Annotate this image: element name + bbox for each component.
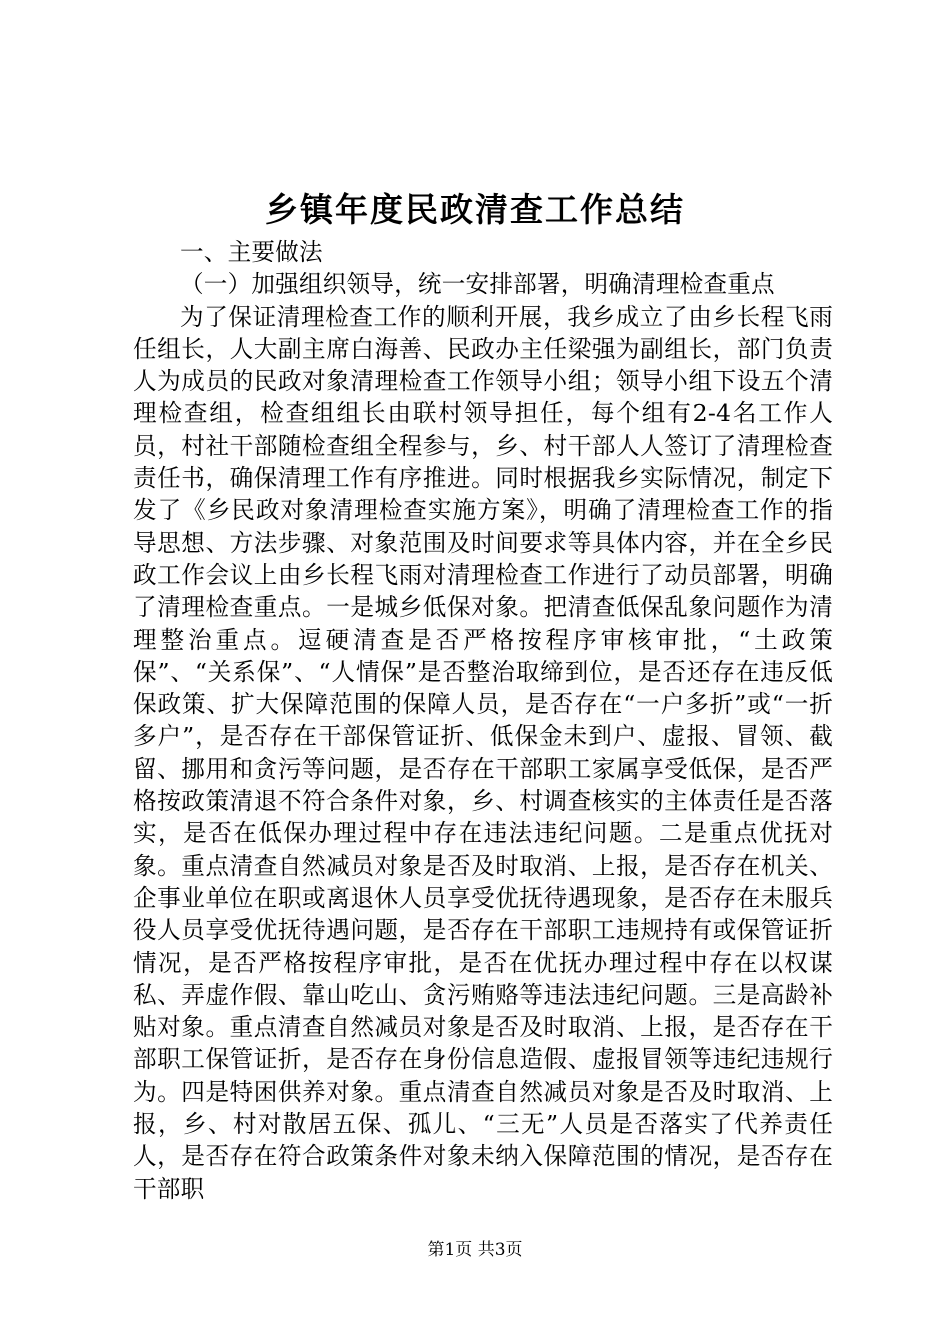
page-footer: 第1页 共3页 — [427, 1240, 523, 1260]
document-title: 乡镇年度民政清查工作总结 — [265, 190, 685, 229]
body-paragraph: 为了保证清理检查工作的顺利开展，我乡成立了由乡长程飞雨任组长，人大副主席白海善、民政办主任梁强为副组长，部门负责人为成员的民政对象清理检查工作领导小组；领导小组下设五个清理检查组，检查组组长由联村领导担任，每个组有2-4名工作人员，村社干部随检查组全程参与，乡、村干部人人签订了清理检查责任书，确保清理工作有序推进。同时根据我乡实际情况，制定下发了《乡民政对象清理检查实施方案》，明确了清理检查工作的指导思想、方法步骤、对象范围及时间要求等具体内容，并在全乡民政工作会议上由乡长程飞雨对清理检查工作进行了动员部署，明确了清理检查重点。一是城乡低保对象。把清查低保乱象问题作为清理整治重点。逗硬清查是否严格按程序审核审批，“土政策保”、“关系保”、“人情保”是否整治取缔到位，是否还存在违反低保政策、扩大保障范围的保障人员，是否存在“一户多折”或“一折多户”，是否存在干部保管证折、低保金未到户、虚报、冒领、截留、挪用和贪污等问题，是否存在干部职工家属享受低保，是否严格按政策清退不符合条件对象，乡、村调查核实的主体责任是否落实，是否在低保办理过程中存在违法违纪问题。二是重点优抚对象。重点清查自然减员对象是否及时取消、上报，是否存在机关、企事业单位在职或离退休人员享受优抚待遇现象，是否存在未服兵役人员享受优抚待遇问题，是否存在干部职工违规持有或保管证折情况，是否严格按程序审批，是否在优抚办理过程中存在以权谋私、弄虚作假、靠山吃山、贪污贿赂等违法违纪问题。三是高龄补贴对象。重点清查自然减员对象是否及时取消、上报，是否存在干部职工保管证折，是否存在身份信息造假、虚报冒领等违纪违规行为。四是特困供养对象。重点清查自然减员对象是否及时取消、上报，乡、村对散居五保、孤儿、“三无”人员是否落实了代养责任人，是否存在符合政策条件对象未纳入保障范围的情况，是否存在干部职 — [133, 302, 833, 1203]
section-heading: 一、主要做法 — [180, 238, 323, 266]
document-body — [133, 236, 833, 1205]
subsection-heading: （一）加强组织领导，统一安排部署，明确清理检查重点 — [180, 270, 775, 299]
